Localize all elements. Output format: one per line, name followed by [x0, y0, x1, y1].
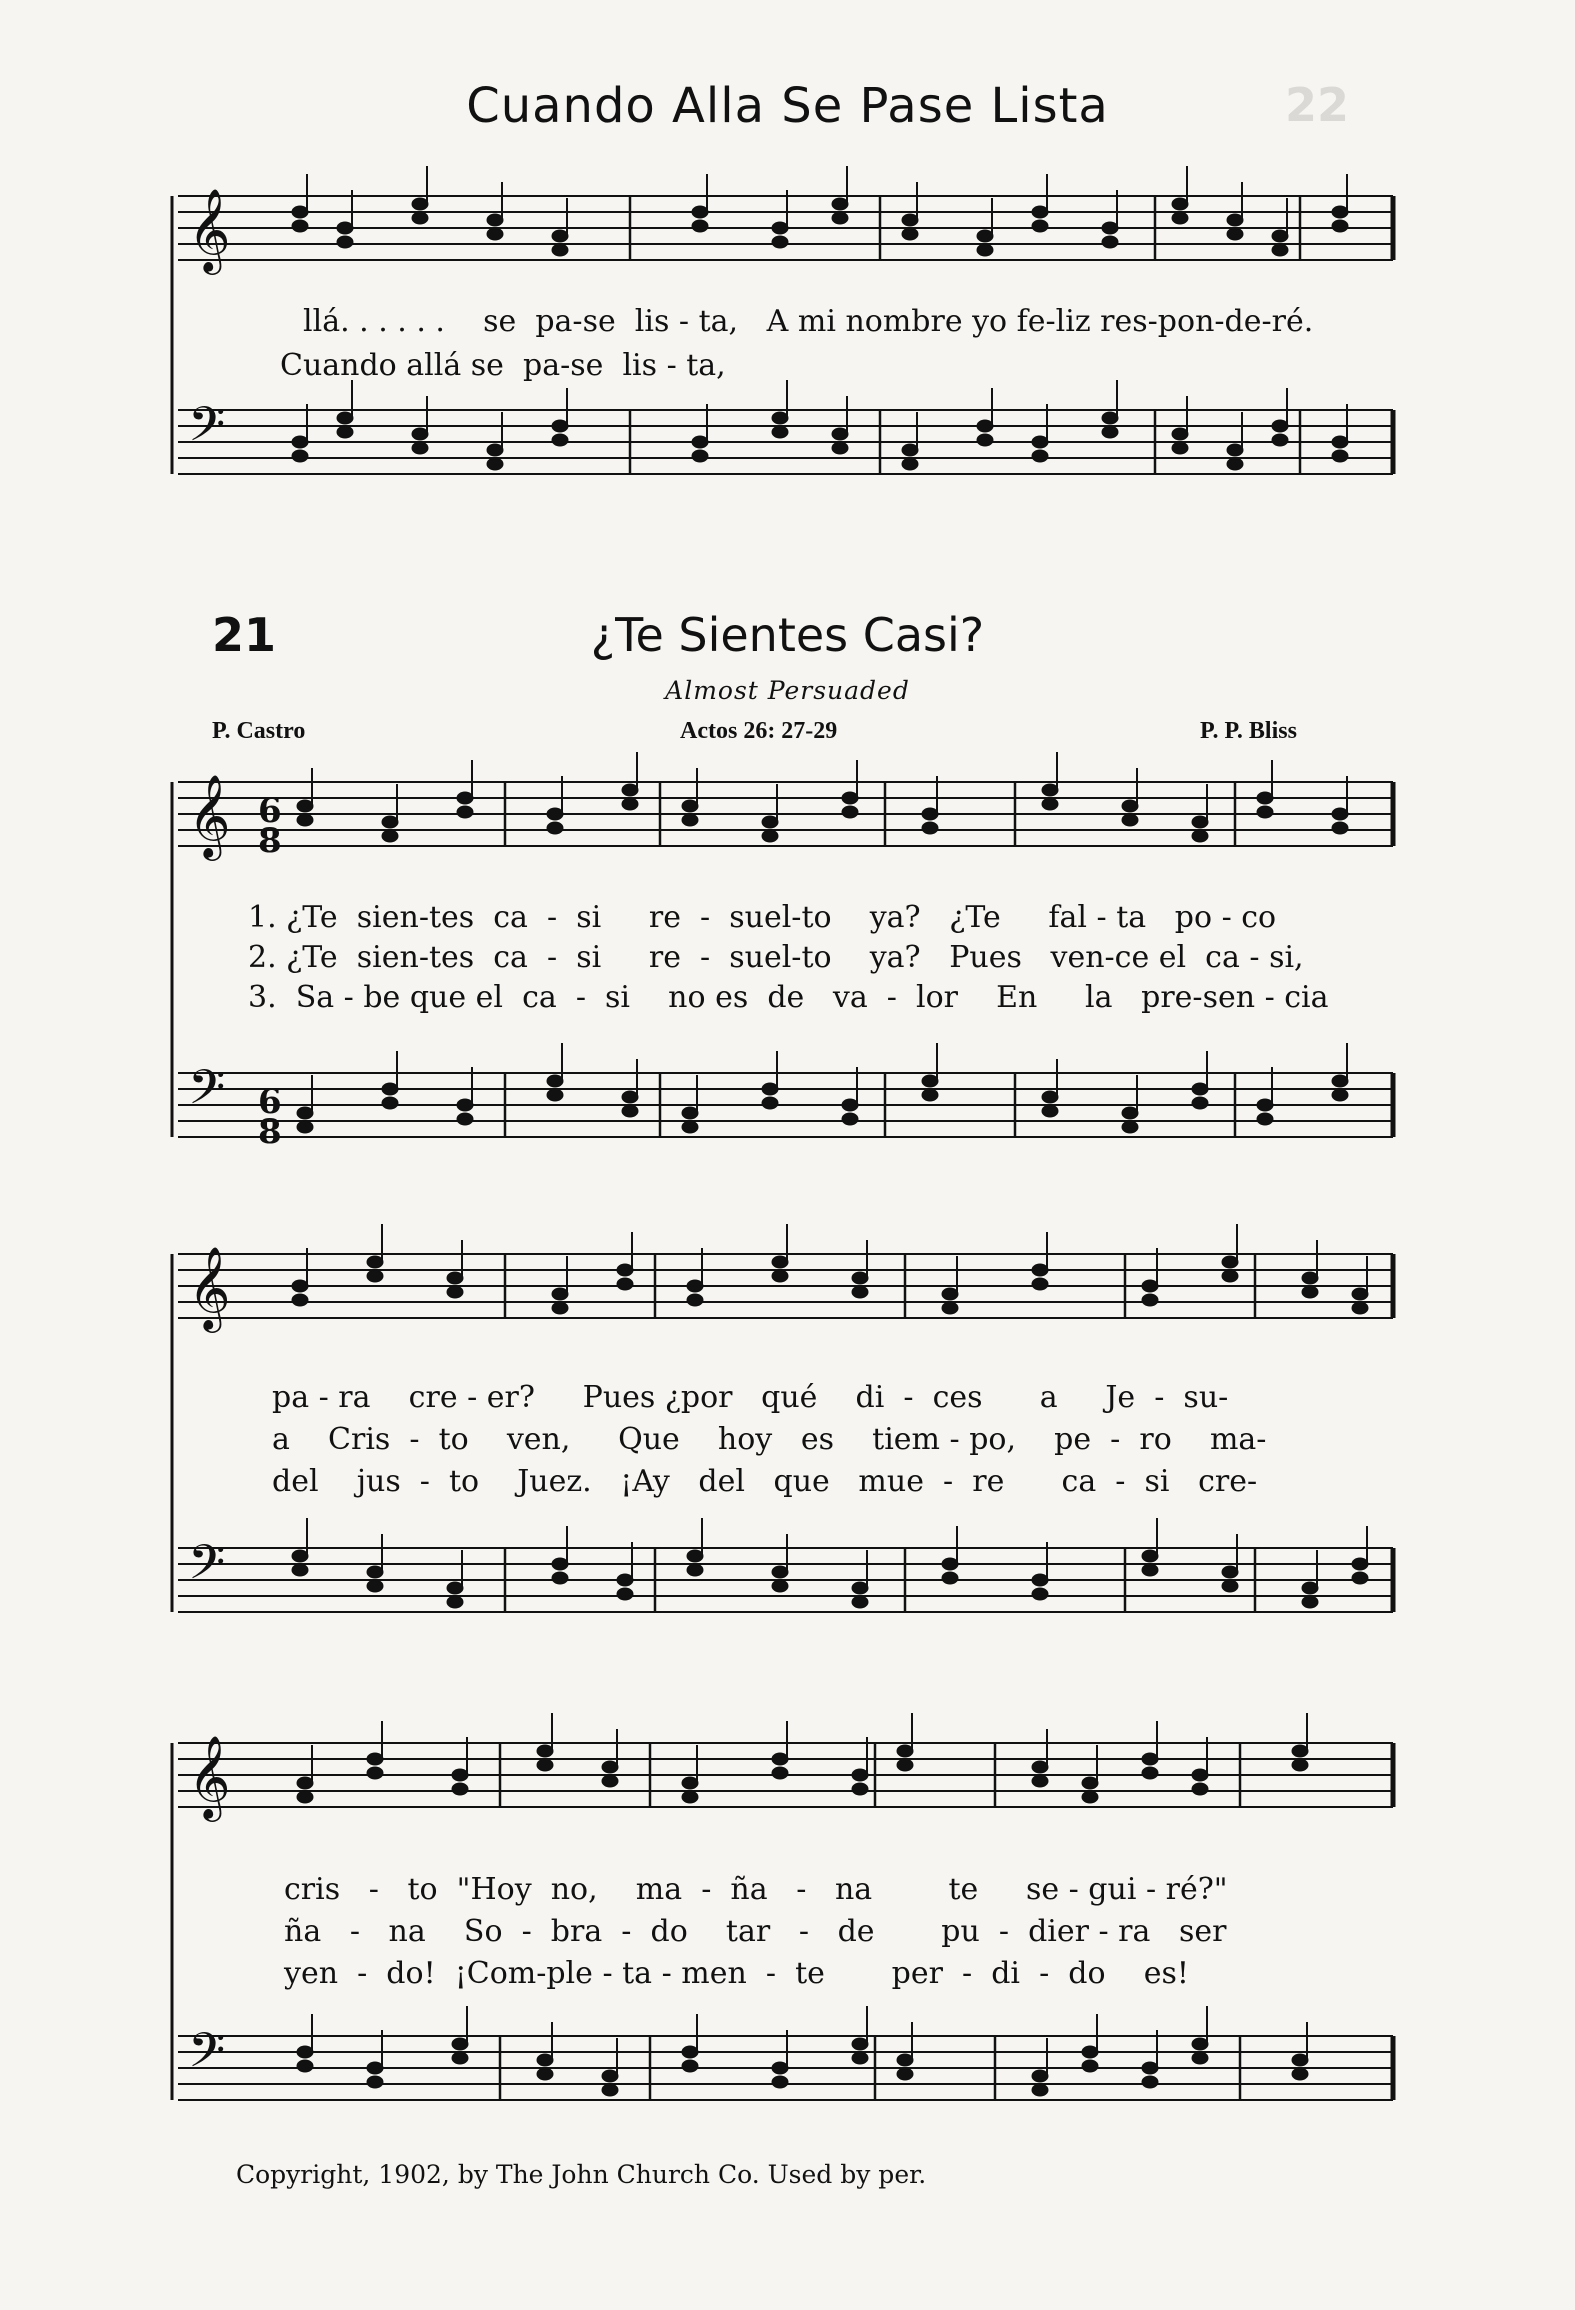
system1-lyric-verse-2: 2. ¿Te sien-tes ca - si re - suel-to ya? Pues ven-ce el ca - si,: [248, 940, 1304, 975]
system-2-treble-notehead: [687, 1294, 703, 1306]
time-signature-bass: 6: [258, 1082, 282, 1122]
system-3-bass-notehead: [1192, 2052, 1208, 2064]
system-1-treble-notehead: [1122, 800, 1138, 812]
system-3-bass-notehead: [1292, 2054, 1308, 2066]
system-2-bass-notehead: [1222, 1566, 1238, 1578]
top-piece-bass-notehead: [1032, 450, 1048, 462]
system-2-treble-notehead: [772, 1256, 788, 1268]
system-3-bass-notehead: [297, 2060, 313, 2072]
system-2-bass-notehead: [367, 1566, 383, 1578]
system-2-bass-notehead: [617, 1574, 633, 1586]
system1-lyric-verse-1: 1. ¿Te sien-tes ca - si re - suel-to ya? ¿Te fal - ta po - co: [248, 900, 1277, 935]
top-piece-treble-notehead: [1272, 230, 1288, 242]
system-1-bass-notehead: [1192, 1083, 1208, 1095]
system2-lyric-verse-2: a Cris - to ven, Que hoy es tiem - po, pe - ro ma-: [272, 1422, 1267, 1457]
system-3-bass-notehead: [367, 2062, 383, 2074]
system-3-bass-notehead: [602, 2070, 618, 2082]
system-3-treble-notehead: [1192, 1783, 1208, 1795]
system-3-treble-notehead: [772, 1753, 788, 1765]
system-1-treble-notehead: [457, 806, 473, 818]
system-2-bass-clef: 𝄢: [188, 1534, 226, 1602]
top-piece-bass-notehead: [1032, 436, 1048, 448]
system-3-treble-notehead: [897, 1745, 913, 1757]
system-3-treble-notehead: [772, 1767, 788, 1779]
system-1-bass-notehead: [297, 1121, 313, 1133]
system-1-bass-notehead: [682, 1107, 698, 1119]
top-piece-bass-notehead: [1172, 442, 1188, 454]
system-1-bass-notehead: [1122, 1107, 1138, 1119]
system-1-bass-notehead: [1122, 1121, 1138, 1133]
system-2-treble-notehead: [852, 1286, 868, 1298]
copyright-notice: Copyright, 1902, by The John Church Co. Used by per.: [236, 2160, 927, 2189]
system-2-bass-notehead: [1032, 1574, 1048, 1586]
top-piece-bass-notehead: [1272, 434, 1288, 446]
top-piece-bass-notehead: [1332, 436, 1348, 448]
system-3-treble-notehead: [897, 1759, 913, 1771]
top-piece-treble-notehead: [1102, 236, 1118, 248]
system-3-bass-notehead: [772, 2062, 788, 2074]
system-3-bass-notehead: [852, 2038, 868, 2050]
system-1-bass-notehead: [457, 1099, 473, 1111]
top-piece-treble-notehead: [292, 206, 308, 218]
top-piece-bass-notehead: [412, 442, 428, 454]
top-piece-treble-notehead: [1227, 214, 1243, 226]
top-piece-treble-notehead: [412, 212, 428, 224]
top-piece-treble-notehead: [832, 212, 848, 224]
system-2-bass-notehead: [552, 1558, 568, 1570]
top-piece-treble-notehead: [1272, 244, 1288, 256]
top-piece-treble-notehead: [1032, 220, 1048, 232]
system2-lyric-verse-1: pa - ra cre - er? Pues ¿por qué di - ces a Je - su-: [272, 1380, 1229, 1415]
system-3-bass-notehead: [682, 2060, 698, 2072]
top-piece-bass-notehead: [692, 450, 708, 462]
top-lyric-line-1: llá. . . . . . se pa-se lis - ta, A mi nombre yo fe-liz res-pon-de-ré.: [303, 304, 1314, 339]
top-piece-bass-notehead: [832, 428, 848, 440]
system-1-treble-notehead: [297, 800, 313, 812]
top-piece-bass-notehead: [832, 442, 848, 454]
system-1-bass-notehead: [842, 1113, 858, 1125]
system-1-treble-notehead: [682, 800, 698, 812]
top-piece-bass-notehead: [552, 420, 568, 432]
system-2-treble-notehead: [1222, 1270, 1238, 1282]
top-piece-treble-notehead: [292, 220, 308, 232]
system3-lyric-verse-3: yen - do! ¡Com-ple - ta - men - te per - di - do es!: [284, 1956, 1189, 1991]
system-1-bass-notehead: [1257, 1113, 1273, 1125]
system-3-bass-notehead: [1082, 2060, 1098, 2072]
system-3-bass-notehead: [1142, 2062, 1158, 2074]
system-2-treble-notehead: [292, 1294, 308, 1306]
system-1-bass-notehead: [297, 1107, 313, 1119]
top-piece-bass-notehead: [412, 428, 428, 440]
system-3-bass-notehead: [1192, 2038, 1208, 2050]
top-piece-treble-notehead: [692, 220, 708, 232]
system-2-treble-notehead: [942, 1288, 958, 1300]
time-signature-treble: 8: [258, 821, 282, 861]
system-3-treble-notehead: [602, 1761, 618, 1773]
top-piece-treble-notehead: [337, 236, 353, 248]
system-1-bass-notehead: [1257, 1099, 1273, 1111]
system-2-bass-notehead: [942, 1558, 958, 1570]
system-3-bass-notehead: [1032, 2084, 1048, 2096]
system-2-bass-notehead: [1352, 1572, 1368, 1584]
scripture-reference: Actos 26: 27-29: [680, 718, 838, 744]
system-1-bass-notehead: [1192, 1097, 1208, 1109]
top-piece-bass-notehead: [487, 444, 503, 456]
top-piece-bass-notehead: [1172, 428, 1188, 440]
system-3-treble-notehead: [682, 1777, 698, 1789]
system-1-treble-notehead: [622, 798, 638, 810]
system-3-treble-notehead: [852, 1769, 868, 1781]
system1-lyric-verse-3: 3. Sa - be que el ca - si no es de va - lor En la pre-sen - cia: [248, 980, 1329, 1015]
top-piece-bass-notehead: [487, 458, 503, 470]
system-3-treble-notehead: [367, 1753, 383, 1765]
system-3-bass-notehead: [452, 2052, 468, 2064]
system-3-treble-notehead: [1142, 1767, 1158, 1779]
system-2-treble-notehead: [1032, 1278, 1048, 1290]
system-3-treble-notehead: [1292, 1745, 1308, 1757]
system-1-bass-notehead: [842, 1099, 858, 1111]
top-piece-bass-notehead: [552, 434, 568, 446]
system-1-bass-notehead: [1332, 1089, 1348, 1101]
system-1-bass-notehead: [762, 1097, 778, 1109]
system-2-bass-notehead: [1032, 1588, 1048, 1600]
system-3-treble-notehead: [367, 1767, 383, 1779]
system-1-treble-notehead: [547, 822, 563, 834]
system-3-bass-notehead: [1142, 2076, 1158, 2088]
system-3-treble-notehead: [602, 1775, 618, 1787]
time-signature-treble: 6: [258, 791, 282, 831]
system-1-treble-notehead: [922, 822, 938, 834]
system-3-bass-notehead: [367, 2076, 383, 2088]
top-piece-bass-notehead: [1272, 420, 1288, 432]
system-1-bass-notehead: [547, 1075, 563, 1087]
system-2-treble-notehead: [1302, 1272, 1318, 1284]
system-2-treble-notehead: [617, 1264, 633, 1276]
top-piece-bass-notehead: [902, 444, 918, 456]
top-piece-bass-notehead: [772, 412, 788, 424]
system-2-treble-notehead: [1222, 1256, 1238, 1268]
system-2-bass-notehead: [1302, 1582, 1318, 1594]
system-2-treble-notehead: [447, 1272, 463, 1284]
top-piece-bass-notehead: [337, 412, 353, 424]
system-2-treble-notehead: [687, 1280, 703, 1292]
top-song-title: Cuando Alla Se Pase Lista: [466, 78, 1109, 134]
system-2-treble-notehead: [772, 1270, 788, 1282]
system-2-treble-notehead: [292, 1280, 308, 1292]
system-2-bass-notehead: [367, 1580, 383, 1592]
top-piece-treble-notehead: [692, 206, 708, 218]
top-piece-treble-notehead: [1332, 206, 1348, 218]
system-1-treble-clef: 𝄞: [188, 773, 231, 857]
system-3-bass-notehead: [602, 2084, 618, 2096]
system3-lyric-verse-1: cris - to "Hoy no, ma - ña - na te se - gui - ré?": [284, 1872, 1228, 1907]
system-3-bass-notehead: [897, 2068, 913, 2080]
system-1-treble-notehead: [1042, 784, 1058, 796]
system-2-treble-notehead: [617, 1278, 633, 1290]
system-2-treble-notehead: [1142, 1294, 1158, 1306]
system-1-bass-notehead: [922, 1075, 938, 1087]
system-3-treble-notehead: [297, 1777, 313, 1789]
top-piece-bass-notehead: [292, 450, 308, 462]
system-1-treble-notehead: [1192, 816, 1208, 828]
system-2-bass-notehead: [1142, 1564, 1158, 1576]
system-1-treble-notehead: [762, 816, 778, 828]
top-piece-treble-notehead: [832, 198, 848, 210]
system-1-treble-notehead: [297, 814, 313, 826]
top-piece-bass-notehead: [1332, 450, 1348, 462]
system-3-treble-notehead: [537, 1759, 553, 1771]
system-1-treble-notehead: [1192, 830, 1208, 842]
system-2-treble-notehead: [1352, 1288, 1368, 1300]
top-piece-bass-notehead: [772, 426, 788, 438]
top-piece-bass-notehead: [692, 436, 708, 448]
top-piece-treble-notehead: [1172, 212, 1188, 224]
system-2-treble-notehead: [942, 1302, 958, 1314]
system-3-treble-clef: 𝄞: [188, 1734, 231, 1818]
system-3-treble-notehead: [452, 1783, 468, 1795]
system2-lyric-verse-3: del jus - to Juez. ¡Ay del que mue - re ca - si cre-: [272, 1464, 1258, 1499]
system-1-treble-notehead: [842, 806, 858, 818]
system-3-treble-notehead: [537, 1745, 553, 1757]
system-2-treble-notehead: [552, 1288, 568, 1300]
top-piece-bass-notehead: [902, 458, 918, 470]
system-2-bass-notehead: [687, 1564, 703, 1576]
system-3-bass-notehead: [897, 2054, 913, 2066]
system-2-bass-notehead: [552, 1572, 568, 1584]
top-piece-bass-notehead: [977, 420, 993, 432]
system-2-treble-notehead: [852, 1272, 868, 1284]
top-piece-bass-notehead: [977, 434, 993, 446]
system-1-bass-notehead: [382, 1097, 398, 1109]
system-1-bass-notehead: [682, 1121, 698, 1133]
system-2-treble-notehead: [447, 1286, 463, 1298]
system-1-treble-notehead: [682, 814, 698, 826]
system-3-bass-notehead: [537, 2054, 553, 2066]
system-1-treble-notehead: [547, 808, 563, 820]
top-piece-bass-notehead: [1227, 444, 1243, 456]
system-1-treble-notehead: [382, 830, 398, 842]
top-piece-bass-clef: 𝄢: [188, 396, 226, 464]
system-1-treble-notehead: [842, 792, 858, 804]
top-piece-treble-clef: 𝄞: [188, 187, 231, 271]
system-2-treble-notehead: [552, 1302, 568, 1314]
hymn-title: ¿Te Sientes Casi?: [590, 608, 985, 662]
top-piece-treble-notehead: [1227, 228, 1243, 240]
system-1-bass-notehead: [622, 1105, 638, 1117]
system-1-treble-notehead: [457, 792, 473, 804]
system-1-treble-notehead: [622, 784, 638, 796]
top-piece-treble-notehead: [337, 222, 353, 234]
system-2-bass-notehead: [1222, 1580, 1238, 1592]
hymn-subtitle: Almost Persuaded: [665, 676, 910, 705]
system-2-treble-notehead: [1352, 1302, 1368, 1314]
time-signature-bass: 8: [258, 1112, 282, 1152]
system-3-bass-notehead: [682, 2046, 698, 2058]
system-2-bass-notehead: [1142, 1550, 1158, 1562]
system-3-treble-notehead: [1192, 1769, 1208, 1781]
system-1-bass-notehead: [762, 1083, 778, 1095]
system-2-bass-notehead: [1352, 1558, 1368, 1570]
system-3-bass-notehead: [537, 2068, 553, 2080]
top-piece-bass-notehead: [1102, 412, 1118, 424]
system-1-treble-notehead: [382, 816, 398, 828]
system-2-treble-notehead: [367, 1256, 383, 1268]
top-piece-treble-notehead: [902, 228, 918, 240]
system-3-treble-notehead: [1032, 1761, 1048, 1773]
system-1-bass-notehead: [1332, 1075, 1348, 1087]
system-3-bass-notehead: [772, 2076, 788, 2088]
system-3-treble-notehead: [1032, 1775, 1048, 1787]
system-3-treble-notehead: [682, 1791, 698, 1803]
top-piece-treble-notehead: [412, 198, 428, 210]
system-2-treble-notehead: [367, 1270, 383, 1282]
system-2-bass-notehead: [772, 1566, 788, 1578]
top-piece-treble-notehead: [772, 222, 788, 234]
system-2-bass-notehead: [687, 1550, 703, 1562]
system-1-bass-notehead: [457, 1113, 473, 1125]
top-lyric-line-2: Cuando allá se pa-se lis - ta,: [280, 348, 726, 383]
system-2-bass-notehead: [852, 1582, 868, 1594]
system-1-treble-notehead: [1122, 814, 1138, 826]
system-2-bass-notehead: [942, 1572, 958, 1584]
top-piece-treble-notehead: [977, 230, 993, 242]
bleed-through-page-number: 22: [1285, 78, 1350, 132]
system-3-treble-notehead: [1142, 1753, 1158, 1765]
system-2-bass-notehead: [447, 1582, 463, 1594]
top-piece-bass-notehead: [1102, 426, 1118, 438]
system-1-treble-notehead: [762, 830, 778, 842]
top-piece-treble-notehead: [552, 244, 568, 256]
top-piece-treble-notehead: [1172, 198, 1188, 210]
system-3-treble-notehead: [1082, 1777, 1098, 1789]
top-piece-treble-notehead: [772, 236, 788, 248]
system-1-treble-notehead: [1257, 806, 1273, 818]
composer-credit: P. P. Bliss: [1200, 718, 1297, 744]
system-2-bass-notehead: [1302, 1596, 1318, 1608]
system-2-bass-notehead: [852, 1596, 868, 1608]
system-3-treble-notehead: [852, 1783, 868, 1795]
system-1-bass-notehead: [1042, 1105, 1058, 1117]
system-3-treble-notehead: [297, 1791, 313, 1803]
system-3-bass-notehead: [1032, 2070, 1048, 2082]
top-piece-treble-notehead: [1332, 220, 1348, 232]
author-credit: P. Castro: [212, 718, 306, 744]
system-2-bass-notehead: [292, 1550, 308, 1562]
system-1-bass-notehead: [622, 1091, 638, 1103]
system-1-bass-notehead: [1042, 1091, 1058, 1103]
system-3-bass-notehead: [297, 2046, 313, 2058]
system-1-bass-notehead: [547, 1089, 563, 1101]
system3-lyric-verse-2: ña - na So - bra - do tar - de pu - dier - ra ser: [284, 1914, 1227, 1949]
system-3-bass-notehead: [452, 2038, 468, 2050]
system-1-bass-notehead: [922, 1089, 938, 1101]
system-1-bass-notehead: [382, 1083, 398, 1095]
system-3-treble-notehead: [1082, 1791, 1098, 1803]
system-1-treble-notehead: [1257, 792, 1273, 804]
system-2-treble-notehead: [1032, 1264, 1048, 1276]
system-1-bass-clef: 𝄢: [188, 1059, 226, 1127]
hymn-number: 21: [212, 608, 277, 662]
system-2-treble-notehead: [1302, 1286, 1318, 1298]
system-2-treble-notehead: [1142, 1280, 1158, 1292]
system-3-bass-notehead: [1292, 2068, 1308, 2080]
system-3-treble-notehead: [1292, 1759, 1308, 1771]
top-piece-treble-notehead: [1032, 206, 1048, 218]
top-piece-bass-notehead: [1227, 458, 1243, 470]
system-2-bass-notehead: [772, 1580, 788, 1592]
system-2-bass-notehead: [447, 1596, 463, 1608]
top-piece-treble-notehead: [487, 214, 503, 226]
system-2-treble-clef: 𝄞: [188, 1245, 231, 1329]
system-2-bass-notehead: [292, 1564, 308, 1576]
top-piece-treble-notehead: [1102, 222, 1118, 234]
top-piece-treble-notehead: [552, 230, 568, 242]
system-2-bass-notehead: [617, 1588, 633, 1600]
system-1-treble-notehead: [922, 808, 938, 820]
top-piece-treble-notehead: [487, 228, 503, 240]
system-3-bass-notehead: [852, 2052, 868, 2064]
system-3-bass-clef: 𝄢: [188, 2022, 226, 2090]
top-piece-treble-notehead: [902, 214, 918, 226]
top-piece-treble-notehead: [977, 244, 993, 256]
system-1-treble-notehead: [1042, 798, 1058, 810]
system-1-treble-notehead: [1332, 808, 1348, 820]
system-1-treble-notehead: [1332, 822, 1348, 834]
top-piece-bass-notehead: [337, 426, 353, 438]
top-piece-bass-notehead: [292, 436, 308, 448]
system-3-treble-notehead: [452, 1769, 468, 1781]
system-3-bass-notehead: [1082, 2046, 1098, 2058]
